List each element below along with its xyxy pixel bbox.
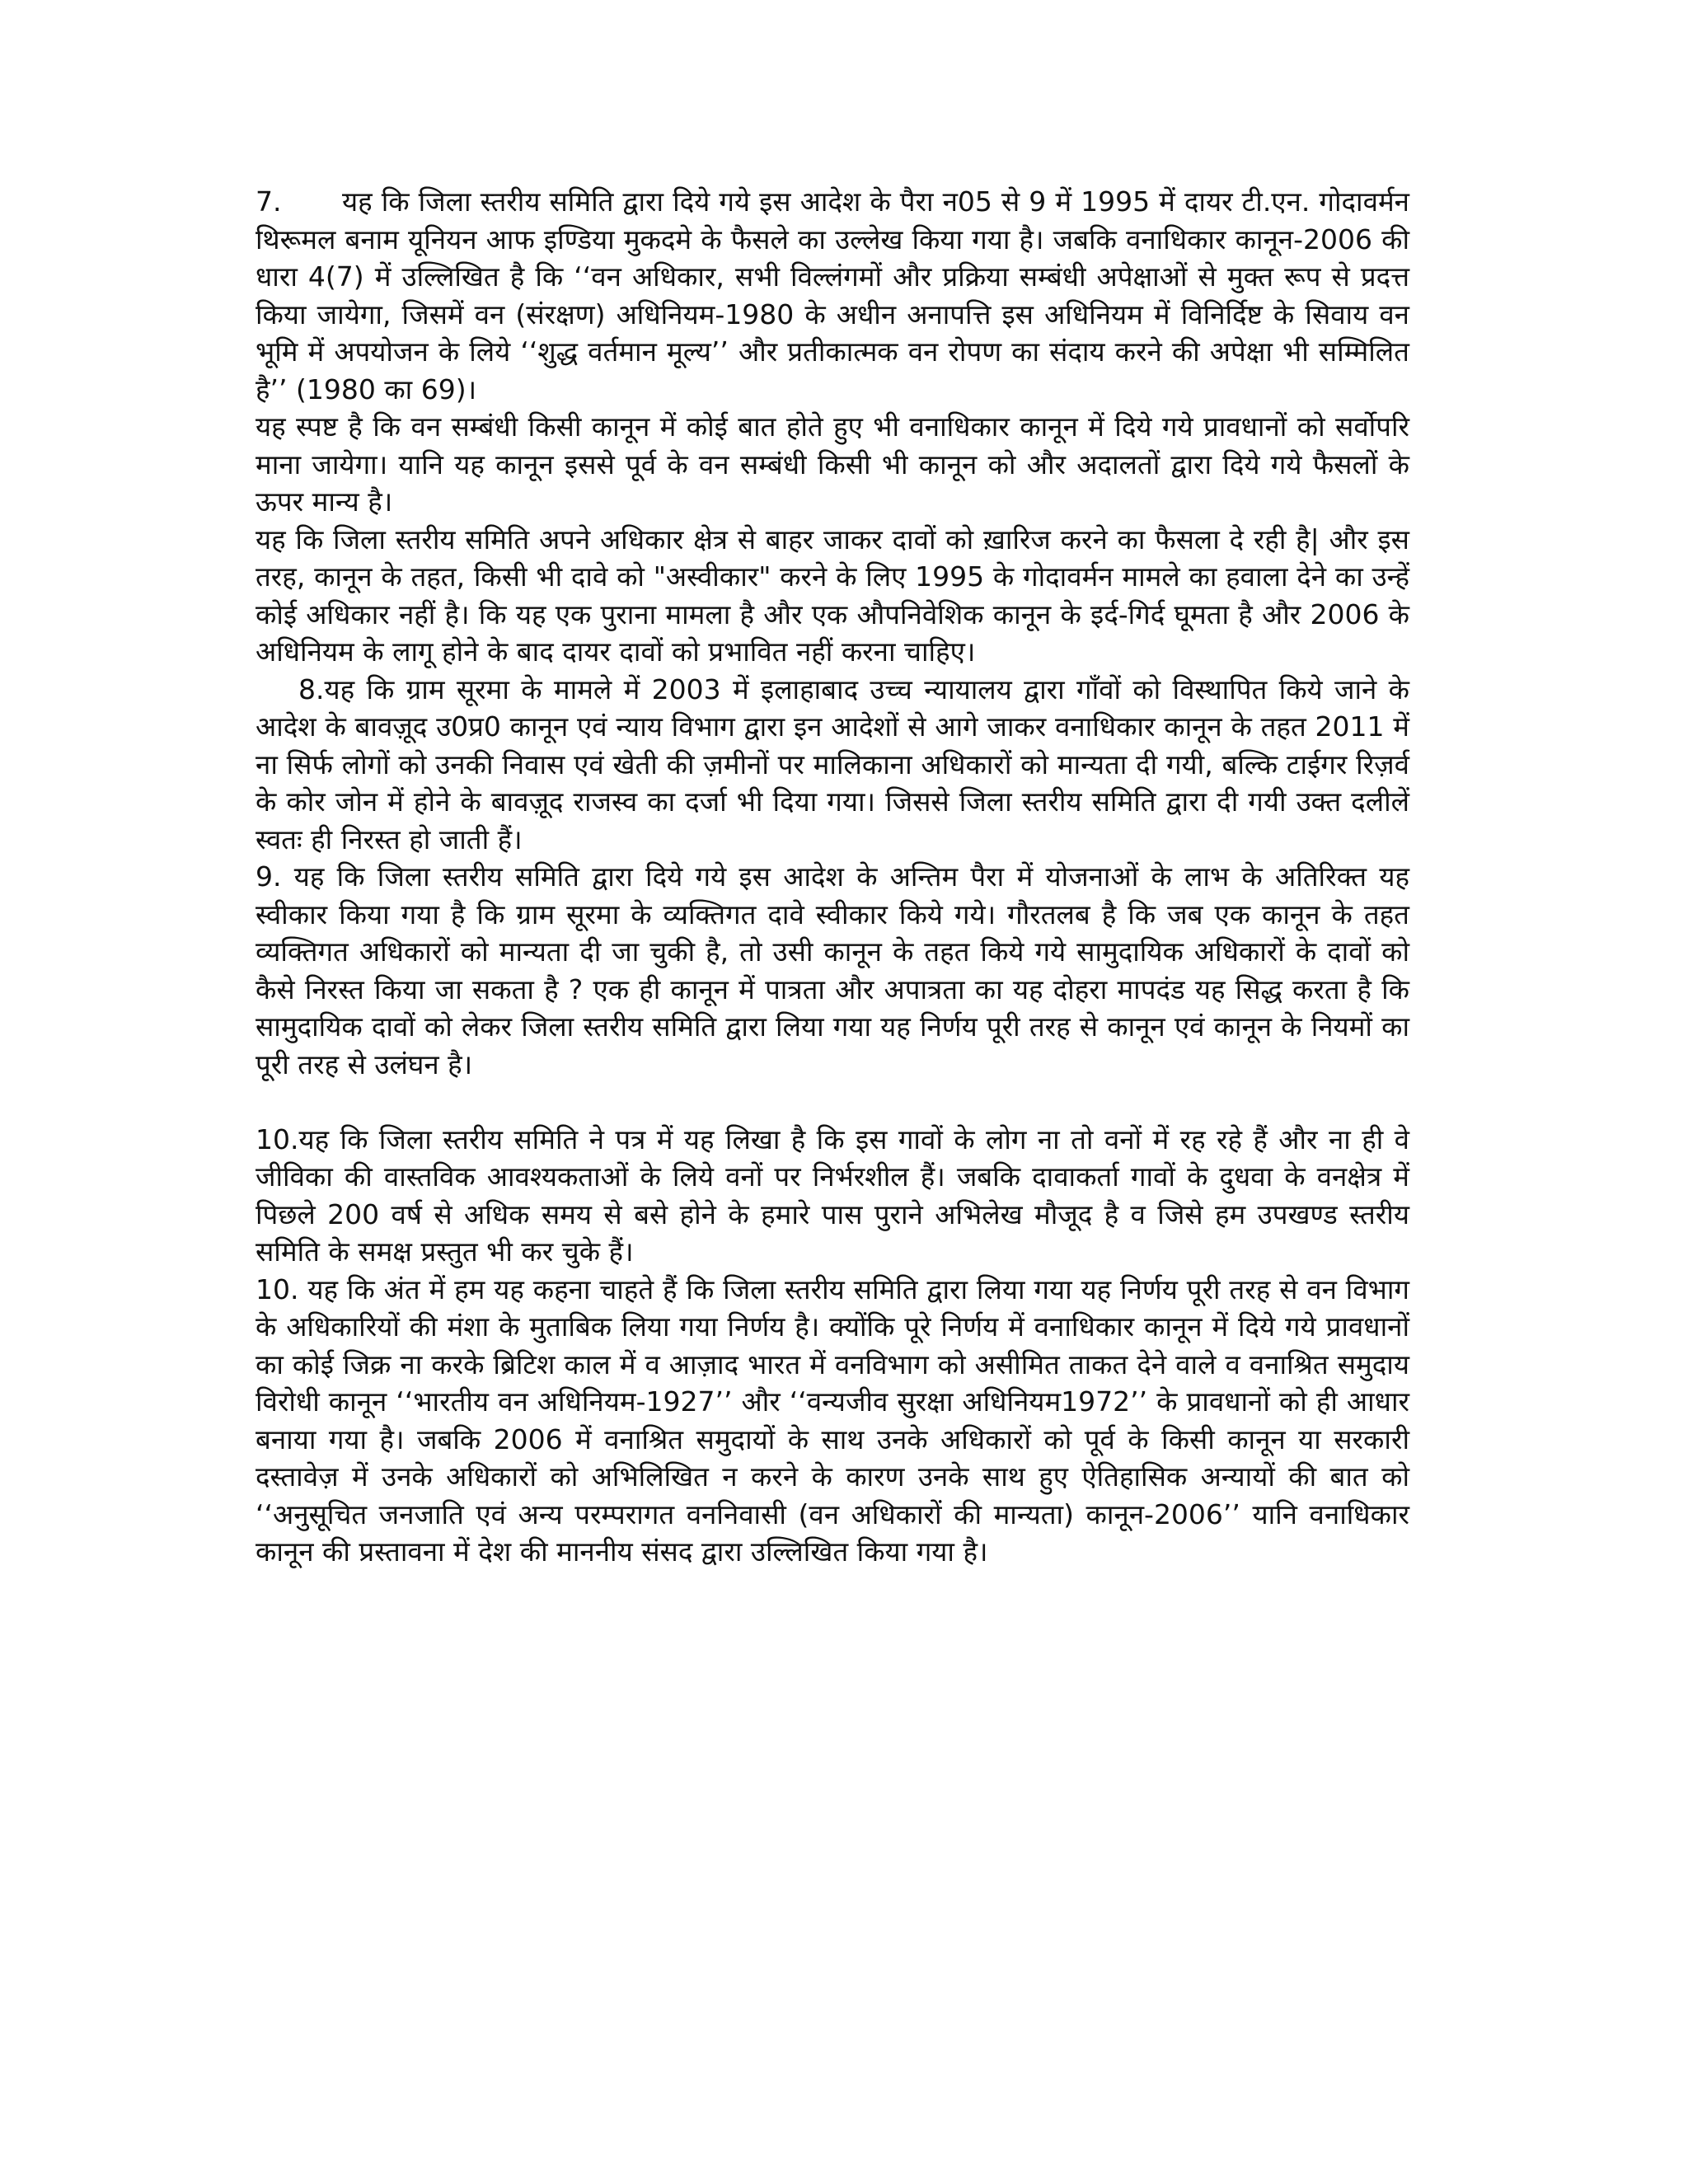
paragraph-8: 8.यह कि ग्राम सूरमा के मामले में 2003 में इलाहाबाद उच्च न्यायालय द्वारा गाँवों को विस्थापित किये जाने के आदेश के बावज़ूद उ0प्र0 कानून एवं न्याय विभाग द्वारा इन आदेशों से आगे जाकर वनाधिकार कानून के तहत 2011 में ना सिर्फ लोगों को उनकी निवास एवं खेती की ज़मीनों पर मालिकाना अधिकारों को मान्यता दी गयी, बल्कि टाईगर रिज़र्व के कोर जोन में होने के बावज़ूद राजस्व का दर्जा भी दिया गया। जिससे जिला स्तरीय समिति द्वारा दी गयी उक्त दलीलें स्वतः ही निरस्त हो जाती हैं। — [256, 673, 1409, 855]
paragraph-text: यह कि जिला स्तरीय समिति द्वारा दिये गये इस आदेश के पैरा न05 से 9 में 1995 में दायर टी.एन. गोदावर्मन थिरूमल बनाम यूनियन आफ इण्डिया मुकदमे के फैसले का उल्लेख किया गया है। जबकि वनाधिकार कानून-2006 की धारा 4(7) में उल्लिखित है कि ‘‘वन अधिकार, सभी विल्लंगमों और प्रक्रिया सम्बंधी अपेक्षाओं से मुक्त रूप से प्रदत्त किया जायेगा, जिसमें वन (संरक्षण) अधिनियम-1980 के अधीन अनापत्ति इस अधिनियम में विनिर्दिष्ट के सिवाय वन भूमि में अपयोजन के लिये ‘‘शुद्ध वर्तमान मूल्य’’ और प्रतीकात्मक वन रोपण का संदाय करने की अपेक्षा भी सम्मिलित है’’ (1980 का 69)। — [256, 185, 1409, 405]
paragraph-override-note: यह स्पष्ट है कि वन सम्बंधी किसी कानून में कोई बात होते हुए भी वनाधिकार कानून में दिये गये प्रावधानों को सर्वोपरि माना जायेगा। यानि यह कानून इससे पूर्व के वन सम्बंधी किसी भी कानून को और अदालतों द्वारा दिये गये फैसलों के ऊपर मान्य है। — [256, 410, 1409, 518]
paragraph-number: 7. — [256, 185, 282, 218]
document-page — [256, 183, 1409, 1571]
paragraph-9: 9. यह कि जिला स्तरीय समिति द्वारा दिये गये इस आदेश के अन्तिम पैरा में योजनाओं के लाभ के अतिरिक्त यह स्वीकार किया गया है कि ग्राम सूरमा के व्यक्तिगत दावे स्वीकार किये गये। गौरतलब है कि जब एक कानून के तहत व्यक्तिगत अधिकारों को मान्यता दी जा चुकी है, तो उसी कानून के तहत किये गये सामुदायिक अधिकारों के दावों को कैसे निरस्त किया जा सकता है ? एक ही कानून में पात्रता और अपात्रता का यह दोहरा मापदंड यह सिद्ध करता है कि सामुदायिक दावों को लेकर जिला स्तरीय समिति द्वारा लिया गया यह निर्णय पूरी तरह से कानून एवं कानून के नियमों का पूरी तरह से उलंघन है। — [256, 860, 1409, 1080]
paragraph-jurisdiction: यह कि जिला स्तरीय समिति अपने अधिकार क्षेत्र से बाहर जाकर दावों को ख़ारिज करने का फैसला दे रही है| और इस तरह, कानून के तहत, किसी भी दावे को "अस्वीकार" करने के लिए 1995 के गोदावर्मन मामले का हवाला देने का उन्हें कोई अधिकार नहीं है। कि यह एक पुराना मामला है और एक औपनिवेशिक कानून के इर्द-गिर्द घूमता है और 2006 के अधिनियम के लागू होने के बाद दायर दावों को प्रभावित नहीं करना चाहिए। — [256, 523, 1409, 668]
paragraph-spacer — [256, 1083, 1409, 1121]
paragraph-10b: 10. यह कि अंत में हम यह कहना चाहते हैं कि जिला स्तरीय समिति द्वारा लिया गया यह निर्णय पूरी तरह से वन विभाग के अधिकारियों की मंशा के मुताबिक लिया गया निर्णय है। क्योंकि पूरे निर्णय में वनाधिकार कानून में दिये गये प्रावधानों का कोई जिक्र ना करके ब्रिटिश काल में व आज़ाद भारत में वनविभाग को असीमित ताकत देने वाले व वनाश्रित समुदाय विरोधी कानून ‘‘भारतीय वन अधिनियम-1927’’ और ‘‘वन्यजीव सुरक्षा अधिनियम1972’’ के प्रावधानों को ही आधार बनाया गया है। जबकि 2006 में वनाश्रित समुदायों के साथ उनके अधिकारों को पूर्व के किसी कानून या सरकारी दस्तावेज़ में उनके अधिकारों को अभिलिखित न करने के कारण उनके साथ हुए ऐतिहासिक अन्यायों की बात को ‘‘अनुसूचित जनजाति एवं अन्य परम्परागत वननिवासी (वन अधिकारों की मान्यता) कानून-2006’’ यानि वनाधिकार कानून की प्रस्तावना में देश की माननीय संसद द्वारा उल्लिखित किया गया है। — [256, 1272, 1409, 1568]
paragraph-7 — [256, 183, 1409, 408]
paragraph-10a: 10.यह कि जिला स्तरीय समिति ने पत्र में यह लिखा है कि इस गावों के लोग ना तो वनों में रह रहे हैं और ना ही वे जीविका की वास्तविक आवश्यकताओं के लिये वनों पर निर्भरशील हैं। जबकि दावाकर्ता गावों के दुधवा के वनक्षेत्र में पिछले 200 वर्ष से अधिक समय से बसे होने के हमारे पास पुराने अभिलेख मौजूद है व जिसे हम उपखण्ड स्तरीय समिति के समक्ष प्रस्तुत भी कर चुके हैं। — [256, 1122, 1409, 1268]
